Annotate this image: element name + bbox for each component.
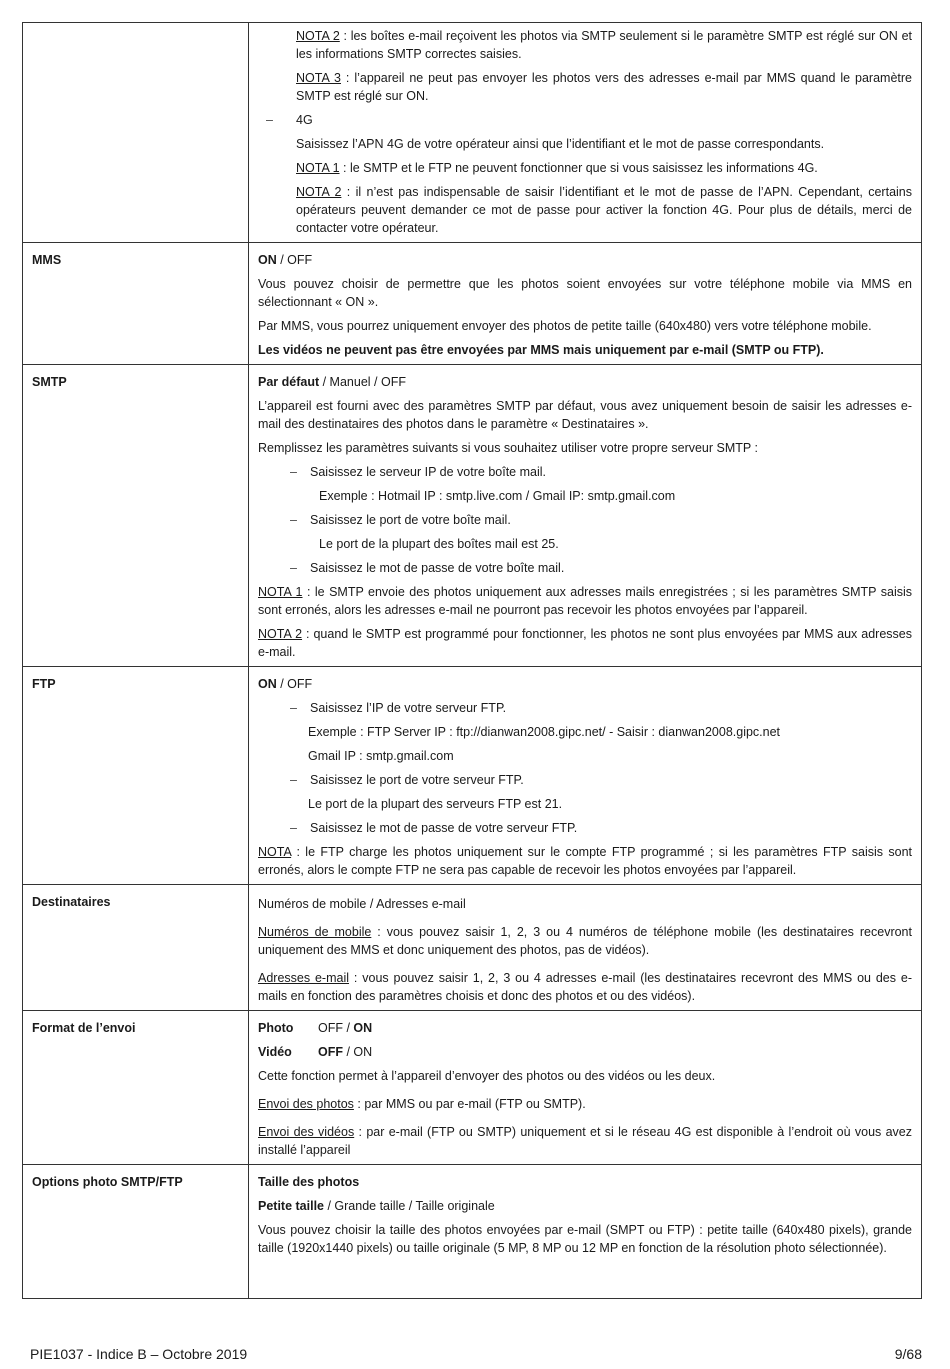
option-line (258, 675, 912, 693)
bullet-text: Saisissez le mot de passe de votre boîte mail. (310, 561, 565, 575)
row-label-empty (23, 23, 249, 243)
nota-text: : il n’est pas indispensable de saisir l’identifiant et le mot de passe de l’APN. Cependant, certains opérateurs peuvent demander ce mot de passe pour activer la fonction 4G. Pour plus de détails, merci de contacter votre opérateur. (296, 185, 912, 235)
option-line: Numéros de mobile / Adresses e-mail (258, 897, 466, 911)
paragraph: Cette fonction permet à l’appareil d’envoyer des photos ou des vidéos ou les deux. (258, 1069, 716, 1083)
term-label: Adresses e-mail (258, 971, 350, 985)
dash-bullet: – (290, 561, 297, 575)
term-label: Envoi des vidéos (258, 1125, 355, 1139)
bullet-text: Saisissez l’IP de votre serveur FTP. (310, 701, 507, 715)
bullet-item (258, 559, 912, 577)
dash-bullet: – (290, 465, 297, 479)
term-text: : vous pouvez saisir 1, 2, 3 ou 4 numéros de téléphone mobile (les destinataires recevront uniquement des MMS et donc uniquement des photos, pas de vidéos). (258, 925, 912, 957)
nota-paragraph (258, 159, 912, 177)
option-others: / Grande taille / Taille originale (324, 1199, 495, 1213)
option-selected: ON (258, 253, 277, 267)
paragraph: L’appareil est fourni avec des paramètres SMTP par défaut, vous avez uniquement besoin de saisir les adresses e-mail des destinataires des photos dans le paramètre « Destinataires ». (258, 399, 912, 431)
bullet-item (258, 511, 912, 529)
row-label-smtp: SMTP (23, 365, 249, 667)
sub-paragraph: Exemple : FTP Server IP : ftp://dianwan2008.gipc.net/ - Saisir : dianwan2008.gipc.net (308, 725, 781, 739)
nota-label: NOTA 1 (296, 161, 340, 175)
bullet-item (258, 771, 912, 789)
nota-text: : le SMTP et le FTP ne peuvent fonctionner que si vous saisissez les informations 4G. (339, 161, 818, 175)
paragraph (258, 923, 912, 959)
bullet-item (258, 699, 912, 717)
nota-paragraph (258, 843, 912, 879)
paragraph: Par MMS, vous pourrez uniquement envoyer des photos de petite taille (640x480) vers votre téléphone mobile. (258, 319, 872, 333)
row-label-format: Format de l’envoi (23, 1011, 249, 1165)
nota-text: : le FTP charge les photos uniquement sur le compte FTP programmé ; si les paramètres FTP saisis sont erronés, alors le compte FTP ne sera pas capable de recevoir les photos envoyées par l’appareil. (258, 845, 912, 877)
option-others: OFF / (318, 1021, 354, 1035)
nota-label: NOTA 1 (258, 585, 303, 599)
paragraph (258, 1123, 912, 1159)
section-title: Taille des photos (258, 1175, 360, 1189)
term-label: Numéros de mobile (258, 925, 372, 939)
option-selected: Par défaut (258, 375, 320, 389)
dash-bullet: – (290, 701, 297, 715)
row-content-format (249, 1011, 922, 1165)
row-label-ftp: FTP (23, 667, 249, 885)
option-selected: ON (353, 1021, 373, 1035)
settings-table (22, 22, 922, 1299)
nota-text: : les boîtes e-mail reçoivent les photos via SMTP seulement si le paramètre SMTP est réglé sur ON et les informations SMTP correctes saisies. (296, 29, 912, 61)
nota-paragraph (258, 27, 912, 63)
option-line (258, 373, 912, 391)
option-others: / OFF (276, 253, 313, 267)
option-others: / OFF (276, 677, 313, 691)
table-row-format (23, 1011, 922, 1165)
dash-bullet: – (290, 821, 297, 835)
option-others: / Manuel / OFF (319, 375, 406, 389)
term-text: : par MMS ou par e-mail (FTP ou SMTP). (353, 1097, 586, 1111)
dash-bullet: – (290, 513, 297, 527)
nota-label: NOTA 2 (296, 185, 342, 199)
document-reference: PIE1037 - Indice B – Octobre 2019 (30, 1346, 248, 1362)
nota-text: : quand le SMTP est programmé pour fonctionner, les photos ne sont plus envoyées par MMS aux adresses e-mail. (258, 627, 912, 659)
sub-paragraph: Le port de la plupart des boîtes mail est 25. (319, 537, 559, 551)
bullet-text: Saisissez le mot de passe de votre serveur FTP. (310, 821, 578, 835)
document-page (22, 22, 922, 1299)
option-line (258, 1197, 912, 1215)
nota-label: NOTA 2 (258, 627, 303, 641)
page-number: 9/68 (894, 1346, 922, 1362)
nota-text: : l’appareil ne peut pas envoyer les photos vers des adresses e-mail par MMS quand le paramètre SMTP est réglé sur ON. (296, 71, 912, 103)
bullet-text: Saisissez le port de votre serveur FTP. (310, 773, 524, 787)
warning-paragraph: Les vidéos ne peuvent pas être envoyées par MMS mais uniquement par e-mail (SMTP ou FTP). (258, 343, 824, 357)
bullet-text: Saisissez le port de votre boîte mail. (310, 513, 511, 527)
option-others: / ON (343, 1045, 373, 1059)
option-line (258, 251, 912, 269)
nota-text: : le SMTP envoie des photos uniquement aux adresses mails enregistrées ; si les paramètres SMTP saisis sont erronés, alors les adresses e-mail ne pourront pas recevoir les photos envoyées par l’appareil. (258, 585, 912, 617)
nota-paragraph (258, 69, 912, 105)
row-label-mms: MMS (23, 243, 249, 365)
row-content-ftp (249, 667, 922, 885)
bullet-item (258, 463, 912, 481)
table-row-continuation (23, 23, 922, 243)
term-label: Envoi des photos (258, 1097, 354, 1111)
row-content-mms (249, 243, 922, 365)
sub-paragraph: Exemple : Hotmail IP : smtp.live.com / Gmail IP: smtp.gmail.com (319, 489, 676, 503)
sub-paragraph: Le port de la plupart des serveurs FTP est 21. (308, 797, 563, 811)
paragraph (258, 1095, 912, 1113)
paragraph: Vous pouvez choisir de permettre que les photos soient envoyées sur votre téléphone mobile via MMS en sélectionnant « ON ». (258, 277, 912, 309)
nota-label: NOTA (258, 845, 292, 859)
option-label: Photo (258, 1021, 294, 1035)
row-label-destinataires: Destinataires (23, 885, 249, 1011)
dash-bullet: – (266, 113, 273, 127)
bullet-text: Saisissez le serveur IP de votre boîte mail. (310, 465, 546, 479)
paragraph (258, 969, 912, 1005)
paragraph: Remplissez les paramètres suivants si vous souhaitez utiliser votre propre serveur SMTP : (258, 441, 758, 455)
nota-label: NOTA 2 (296, 29, 340, 43)
row-content-destinataires (249, 885, 922, 1011)
term-text: : par e-mail (FTP ou SMTP) uniquement et si le réseau 4G est disponible à l’endroit où vous avez installé l’appareil (258, 1125, 912, 1157)
option-selected: ON (258, 677, 277, 691)
bullet-item (258, 111, 912, 129)
option-line-video (258, 1043, 912, 1061)
page-footer (30, 1346, 922, 1362)
bullet-item (258, 819, 912, 837)
option-selected: Petite taille (258, 1199, 324, 1213)
row-content-options (249, 1165, 922, 1299)
nota-label: NOTA 3 (296, 71, 341, 85)
nota-paragraph (258, 625, 912, 661)
row-content-smtp (249, 365, 922, 667)
table-row-destinataires (23, 885, 922, 1011)
dash-bullet: – (290, 773, 297, 787)
nota-paragraph (258, 583, 912, 619)
sub-paragraph: Gmail IP : smtp.gmail.com (308, 749, 454, 763)
bullet-text: 4G (296, 113, 313, 127)
row-label-options: Options photo SMTP/FTP (23, 1165, 249, 1299)
table-row-smtp (23, 365, 922, 667)
table-row-ftp (23, 667, 922, 885)
term-text: : vous pouvez saisir 1, 2, 3 ou 4 adresses e-mail (les destinataires recevront des MMS ou des e-mails en fonction des paramètres choisis et donc des photos et ou des vidéos). (258, 971, 912, 1003)
paragraph: Saisissez l’APN 4G de votre opérateur ainsi que l’identifiant et le mot de passe correspondants. (296, 137, 825, 151)
row-content-4g (249, 23, 922, 243)
option-label: Vidéo (258, 1045, 292, 1059)
table-row-options (23, 1165, 922, 1299)
option-line-photo (258, 1019, 912, 1037)
table-row-mms (23, 243, 922, 365)
paragraph: Vous pouvez choisir la taille des photos envoyées par e-mail (SMPT ou FTP) : petite taille (640x480 pixels), grande taille (1920x1440 pixels) ou taille originale (5 MP, 8 MP ou 12 MP en fonction de la résolution photo sélectionnée). (258, 1223, 912, 1255)
nota-paragraph (258, 183, 912, 237)
option-selected: OFF (318, 1045, 343, 1059)
